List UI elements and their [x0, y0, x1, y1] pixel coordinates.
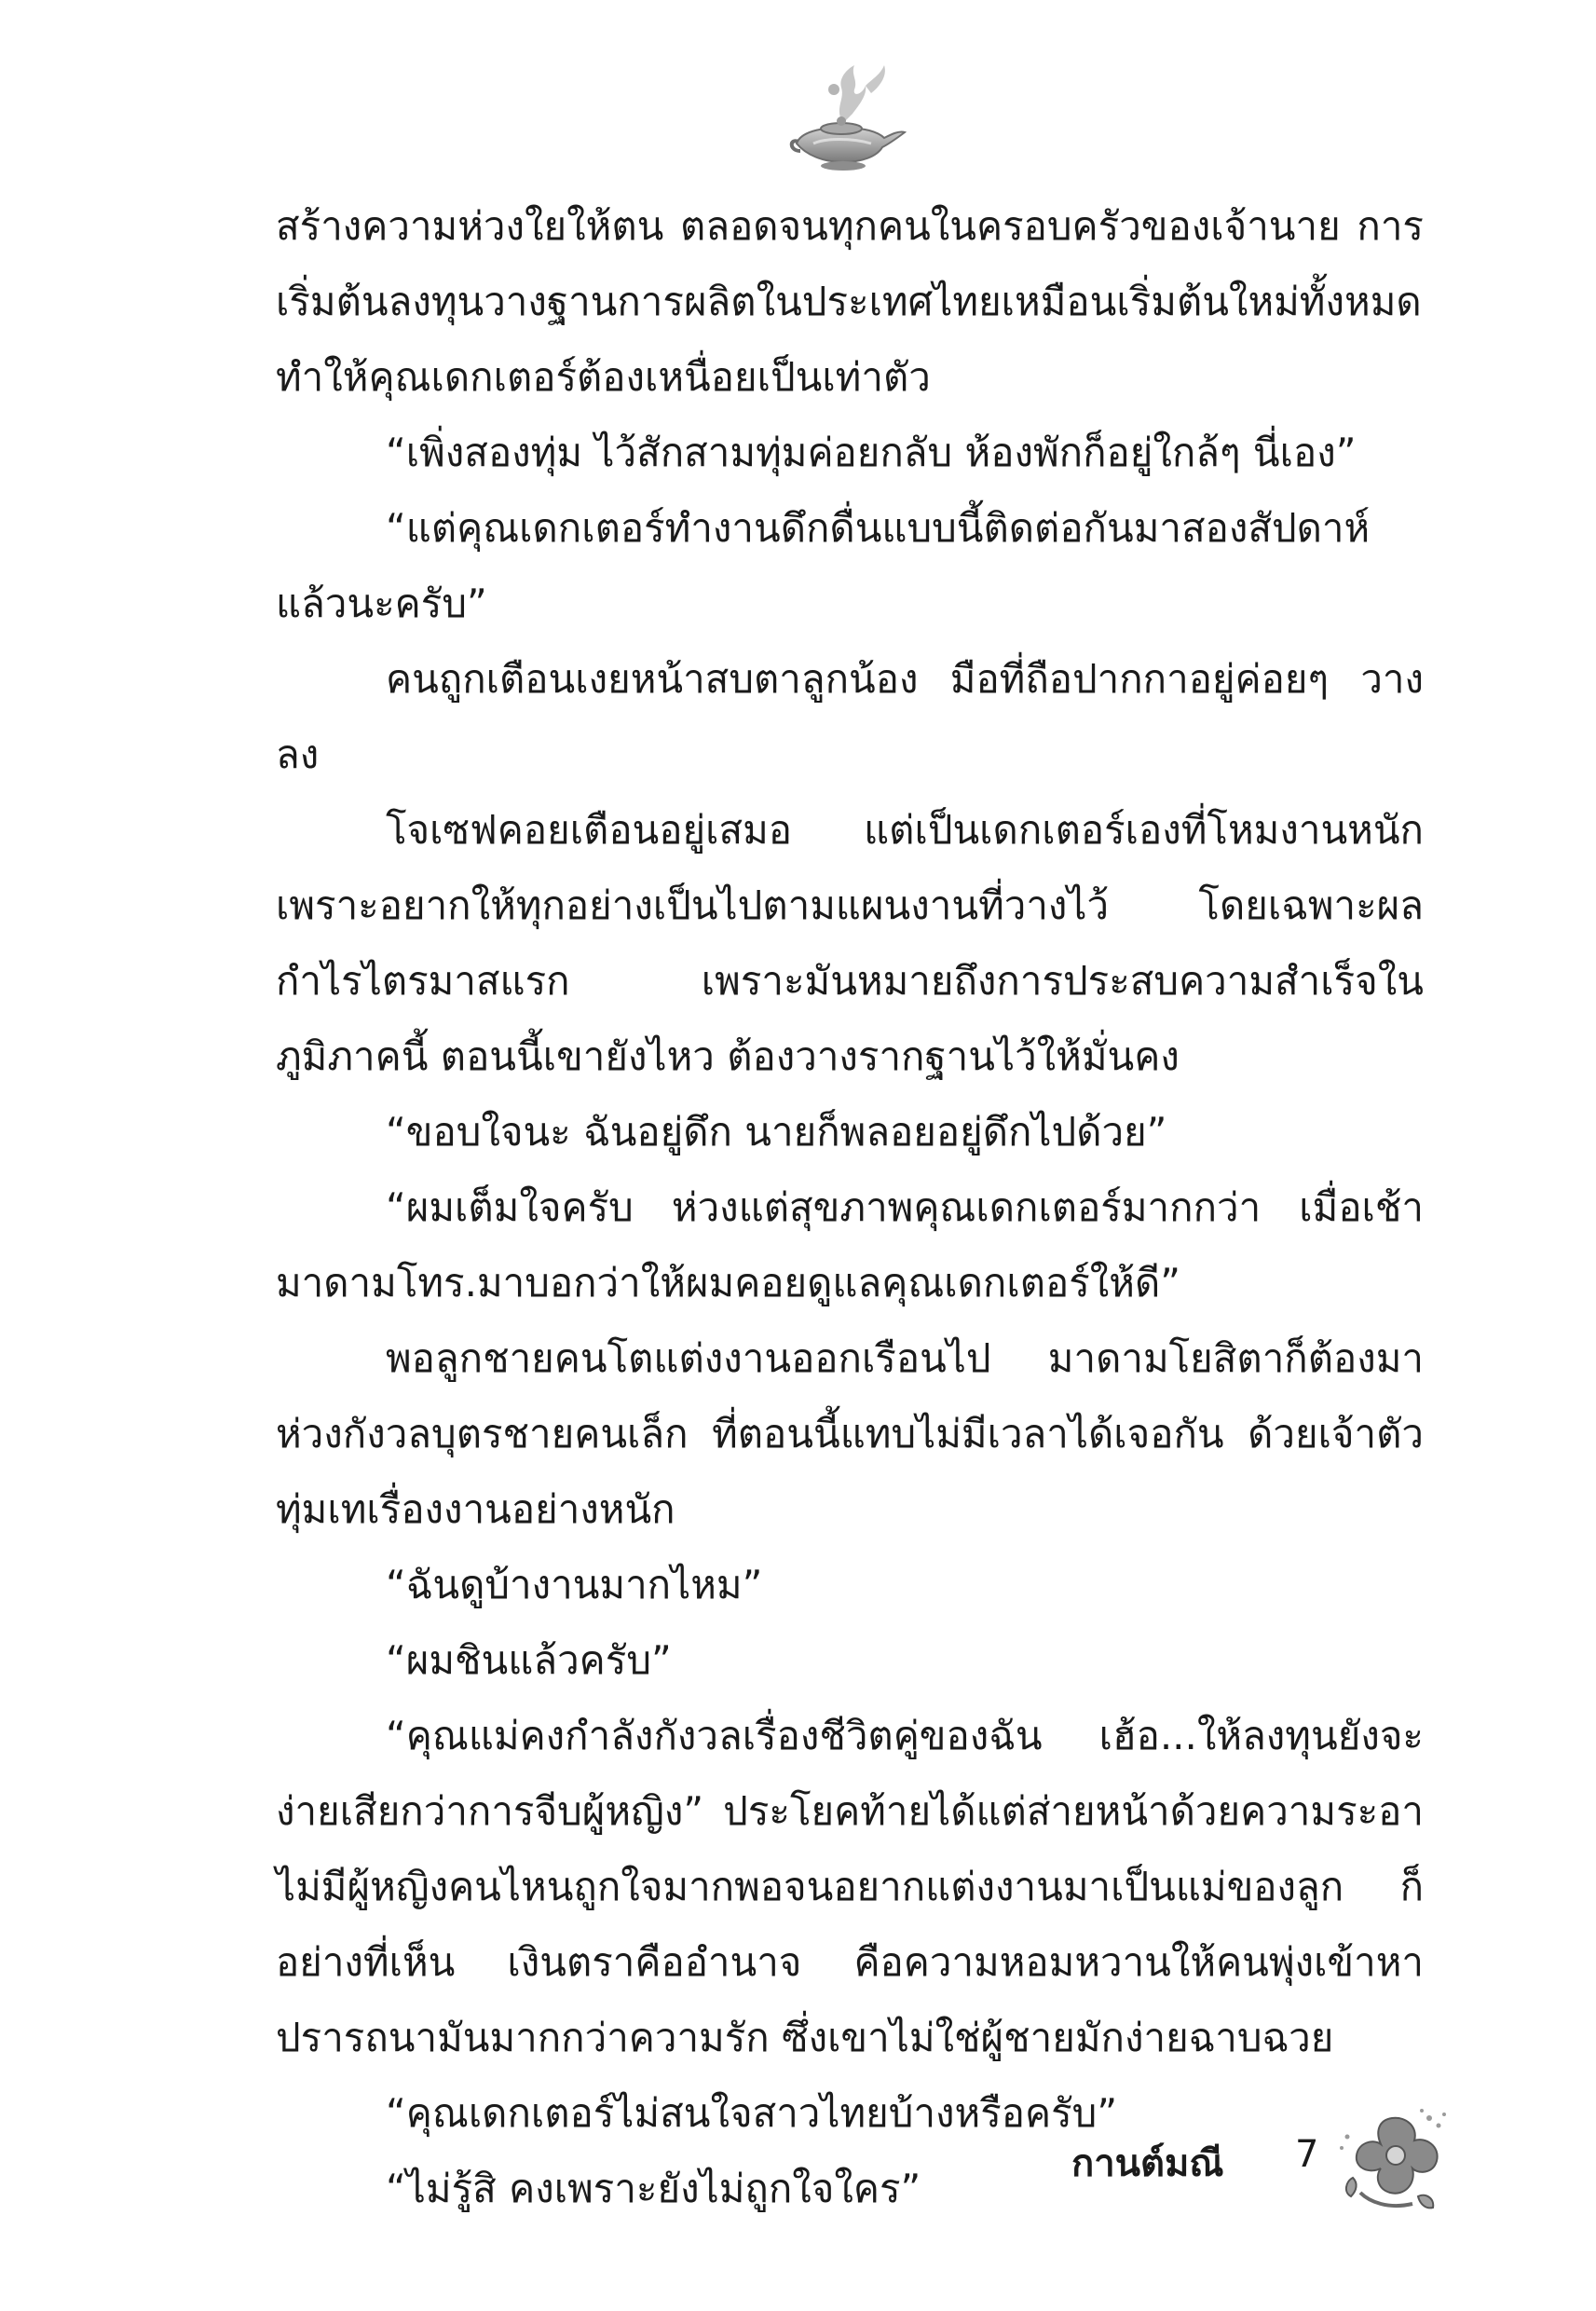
book-title: กานต์มณี [1071, 2142, 1224, 2185]
flower-icon [1332, 2099, 1453, 2221]
paragraph: “ผมเต็มใจครับ ห่วงแต่สุขภาพคุณเดกเตอร์มากกว่า เมื่อเช้ามาดามโทร.มาบอกว่าให้ผมคอยดูแลคุณเดกเตอร์ให้ดี” [276, 1184, 1424, 1306]
paragraph: “ไม่รู้สิ คงเพราะยังไม่ถูกใจใคร” [386, 2166, 921, 2211]
body-text [276, 188, 1424, 2226]
paragraph: “ขอบใจนะ ฉันอยู่ดึก นายก็พลอยอยู่ดึกไปด้วย” [386, 1109, 1167, 1155]
paragraph: “ผมชินแล้วครับ” [386, 1637, 672, 1683]
paragraph: “เพิ่งสองทุ่ม ไว้สักสามทุ่มค่อยกลับ ห้องพักก็อยู่ใกล้ๆ นี่เอง” [386, 430, 1357, 475]
paragraph: สร้างความห่วงใยให้ตน ตลอดจนทุกคนในครอบครัวของเจ้านาย การเริ่มต้นลงทุนวางฐานการผลิตในประเทศไทยเหมือนเริ่มต้นใหม่ทั้งหมด ทำให้คุณเดกเตอร์ต้องเหนื่อยเป็นเท่าตัว [276, 203, 1424, 400]
page-footer [1071, 2111, 1463, 2213]
page-number: 7 [1295, 2133, 1319, 2176]
paragraph: “แต่คุณเดกเตอร์ทำงานดึกดื่นแบบนี้ติดต่อกันมาสองสัปดาห์แล้วนะครับ” [276, 505, 1371, 626]
paragraph: “คุณเดกเตอร์ไม่สนใจสาวไทยบ้างหรือครับ” [386, 2090, 1118, 2136]
genie-lamp-icon [787, 58, 908, 174]
paragraph: โจเซฟคอยเตือนอยู่เสมอ แต่เป็นเดกเตอร์เองที่โหมงานหนัก เพราะอยากให้ทุกอย่างเป็นไปตามแผนงานที่วางไว้ โดยเฉพาะผลกำไรไตรมาสแรก เพราะมันหมายถึงการประสบความสำเร็จในภูมิภาคนี้ ตอนนี้เขายังไหว ต้องวางรากฐานไว้ให้มั่นคง [276, 807, 1424, 1079]
paragraph: “คุณแม่คงกำลังกังวลเรื่องชีวิตคู่ของฉัน เฮ้อ...ให้ลงทุนยังจะง่ายเสียกว่าการจีบผู้หญิง” ประโยคท้ายได้แต่ส่ายหน้าด้วยความระอา ไม่มีผู้หญิงคนไหนถูกใจมากพอจนอยากแต่งงานมาเป็นแม่ของลูก ก็อย่างที่เห็น เงินตราคืออำนาจ คือความหอมหวานให้คนพุ่งเข้าหา ปรารถนามันมากกว่าความรัก ซึ่งเขาไม่ใช่ผู้ชายมักง่ายฉาบฉวย [276, 1713, 1424, 2060]
paragraph: คนถูกเตือนเงยหน้าสบตาลูกน้อง มือที่ถือปากกาอยู่ค่อยๆ วางลง [276, 656, 1424, 777]
paragraph: “ฉันดูบ้างานมากไหม” [386, 1562, 763, 1607]
paragraph: พอลูกชายคนโตแต่งงานออกเรือนไป มาดามโยสิตาก็ต้องมาห่วงกังวลบุตรชายคนเล็ก ที่ตอนนี้แทบไม่มีเวลาได้เจอกัน ด้วยเจ้าตัวทุ่มเทเรื่องงานอย่างหนัก [276, 1335, 1424, 1532]
